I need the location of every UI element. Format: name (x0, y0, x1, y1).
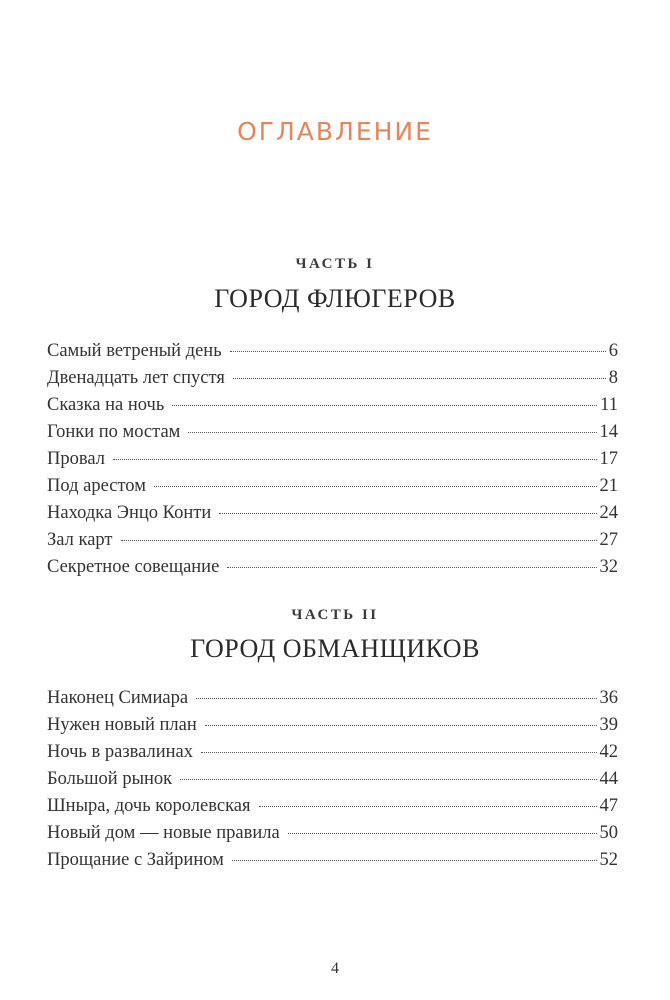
chapter-page: 36 (599, 688, 618, 708)
dot-leader (259, 806, 597, 807)
chapter-title: Нужен новый план (47, 715, 197, 735)
part-2-name: ГОРОД ОБМАНЩИКОВ (190, 634, 480, 663)
chapter-title: Шныра, дочь королевская (47, 796, 251, 816)
chapter-title: Ночь в развалинах (47, 742, 193, 762)
chapter-page: 6 (608, 341, 618, 361)
part-1-chapter-list (47, 341, 618, 584)
toc-entry (47, 823, 618, 850)
chapter-page: 24 (599, 503, 618, 523)
dot-leader (227, 567, 596, 568)
chapter-title: Зал карт (47, 530, 113, 550)
part-2-label: ЧАСТЬ II (291, 607, 379, 623)
part-1-label: ЧАСТЬ I (295, 256, 375, 272)
toc-entry (47, 688, 618, 715)
chapter-page: 21 (599, 476, 618, 496)
dot-leader (113, 459, 597, 460)
chapter-title: Двенадцать лет спустя (47, 368, 225, 388)
dot-leader (154, 486, 597, 487)
toc-entry (47, 530, 618, 557)
chapter-page: 50 (599, 823, 618, 843)
toc-title: ОГЛАВЛЕНИЕ (237, 117, 433, 146)
part-1-name: ГОРОД ФЛЮГЕРОВ (214, 284, 456, 313)
chapter-page: 14 (599, 422, 618, 442)
chapter-title: Прощание с Зайрином (47, 850, 224, 870)
dot-leader (230, 351, 606, 352)
chapter-page: 8 (608, 368, 618, 388)
toc-entry (47, 503, 618, 530)
chapter-page: 39 (599, 715, 618, 735)
chapter-page: 27 (599, 530, 618, 550)
chapter-title: Под арестом (47, 476, 146, 496)
dot-leader (232, 860, 597, 861)
chapter-title: Новый дом — новые правила (47, 823, 280, 843)
dot-leader (219, 513, 596, 514)
dot-leader (201, 752, 597, 753)
toc-entry (47, 341, 618, 368)
toc-entry (47, 422, 618, 449)
chapter-title: Сказка на ночь (47, 395, 165, 415)
toc-entry (47, 796, 618, 823)
toc-entry (47, 850, 618, 877)
toc-entry (47, 769, 618, 796)
chapter-page: 44 (599, 769, 618, 789)
chapter-title: Гонки по мостам (47, 422, 181, 442)
toc-entry (47, 742, 618, 769)
chapter-page: 42 (599, 742, 618, 762)
chapter-page: 11 (600, 395, 618, 415)
toc-entry (47, 557, 618, 584)
part-2-chapter-list (47, 688, 618, 877)
chapter-title: Секретное совещание (47, 557, 220, 577)
dot-leader (205, 725, 597, 726)
dot-leader (196, 698, 596, 699)
page-number: 4 (331, 960, 339, 977)
dot-leader (172, 405, 597, 406)
toc-entry (47, 368, 618, 395)
toc-entry (47, 715, 618, 742)
chapter-title: Провал (47, 449, 105, 469)
chapter-title: Наконец Симиара (47, 688, 189, 708)
toc-entry (47, 449, 618, 476)
dot-leader (233, 378, 606, 379)
chapter-page: 47 (599, 796, 618, 816)
dot-leader (188, 432, 596, 433)
chapter-page: 52 (599, 850, 618, 870)
dot-leader (288, 833, 597, 834)
dot-leader (180, 779, 596, 780)
chapter-title: Самый ветреный день (47, 341, 222, 361)
chapter-title: Большой рынок (47, 769, 173, 789)
chapter-title: Находка Энцо Конти (47, 503, 212, 523)
toc-entry (47, 476, 618, 503)
chapter-page: 17 (599, 449, 618, 469)
toc-entry (47, 395, 618, 422)
chapter-page: 32 (599, 557, 618, 577)
dot-leader (121, 540, 597, 541)
